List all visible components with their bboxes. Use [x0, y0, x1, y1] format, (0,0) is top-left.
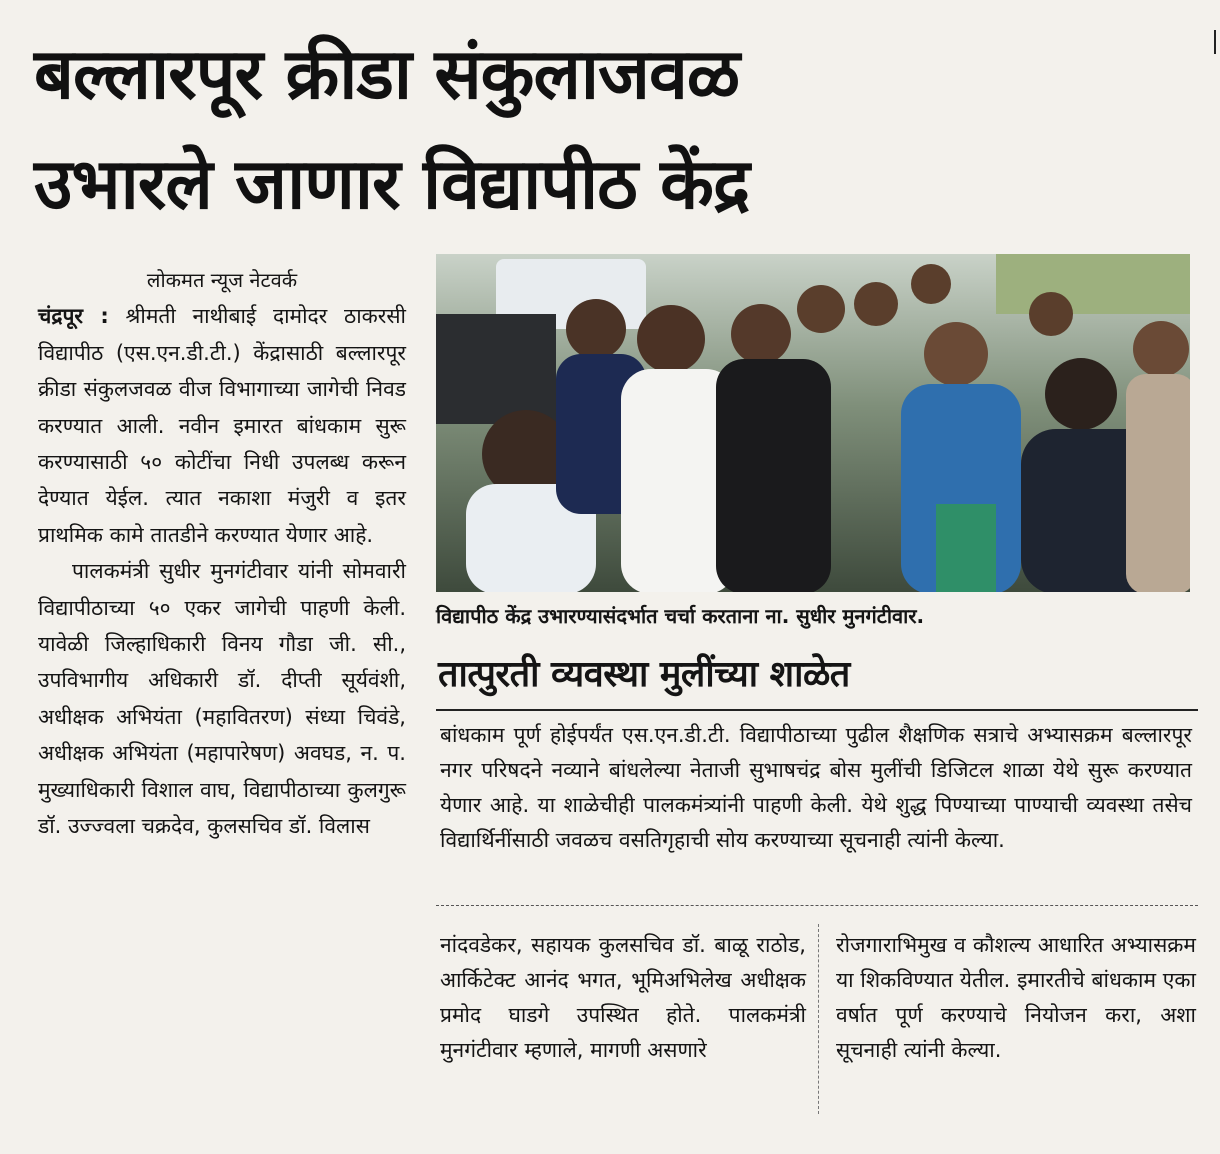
second-paragraph: पालकमंत्री सुधीर मुनगंटीवार यांनी सोमवारी विद्यापीठाच्या ५० एकर जागेची पाहणी केली. यावेळी जिल्हाधिकारी विनय गौडा जी. सी., उपविभागीय अधिकारी डॉ. दीप्ती सूर्यवंशी, अधीक्षक अभियंता (महावितरण) संध्या चिवंडे, अधीक्षक अभियंता (महापारेषण) अवघड, न. प. मुख्याधिकारी विशाल वाघ, विद्यापीठाच्या कुलगुरू डॉ. उज्ज्वला चक्रदेव, कुलसचिव डॉ. विलास — [38, 559, 406, 839]
left-column — [38, 262, 406, 845]
news-photo — [436, 254, 1190, 592]
lead-paragraph — [38, 298, 406, 553]
headline-line-1: बल्लारपूर क्रीडा संकुलाजवळ — [34, 33, 740, 115]
box-subheading: तात्पुरती व्यवस्था मुलींच्या शाळेत — [438, 654, 850, 695]
right-column — [836, 928, 1196, 1068]
dateline: चंद्रपूर : — [38, 304, 109, 329]
edge-crop-mark — [1210, 30, 1220, 120]
box-body — [440, 718, 1192, 858]
box-top-rule — [436, 709, 1198, 711]
column-separator — [818, 924, 819, 1114]
box-bottom-rule — [436, 905, 1198, 906]
right-column-text: रोजगाराभिमुख व कौशल्य आधारित अभ्यासक्रम या शिकविण्यात येतील. इमारतीचे बांधकाम एका वर्षात पूर्ण करण्याचे नियोजन करा, अशा सूचनाही त्यांनी केल्या. — [836, 933, 1196, 1062]
lead-paragraph-text: श्रीमती नाथीबाई दामोदर ठाकरसी विद्यापीठ (एस.एन.डी.टी.) केंद्रासाठी बल्लारपूर क्रीडा संकुलजवळ वीज विभागाच्या जागेची निवड करण्यात आली. नवीन इमारत बांधकाम सुरू करण्यासाठी ५० कोटींचा निधी उपलब्ध करून देण्यात येईल. त्यात नकाशा मंजुरी व इतर प्राथमिक कामे तातडीने करण्यात येणार आहे. — [38, 304, 406, 547]
headline-line-2: उभारले जाणार विद्यापीठ केंद्र — [34, 143, 750, 225]
byline: लोकमत न्यूज नेटवर्क — [146, 268, 298, 292]
photo-caption: विद्यापीठ केंद्र उभारण्यासंदर्भात चर्चा करताना ना. सुधीर मुनगंटीवार. — [436, 604, 925, 628]
middle-column-text: नांदवडेकर, सहायक कुलसचिव डॉ. बाळू राठोड, आर्किटेक्ट आनंद भगत, भूमिअभिलेख अधीक्षक प्रमोद घाडगे उपस्थित होते. पालकमंत्री मुनगंटीवार म्हणाले, मागणी असणारे — [440, 933, 806, 1062]
box-paragraph: बांधकाम पूर्ण होईपर्यंत एस.एन.डी.टी. विद्यापीठाच्या पुढील शैक्षणिक सत्राचे अभ्यासक्रम बल्लारपूर नगर परिषदने नव्याने बांधलेल्या नेताजी सुभाषचंद्र बोस मुलींची डिजिटल शाळा येथे सुरू करण्यात येणार आहे. या शाळेचीही पालकमंत्र्यांनी पाहणी केली. येथे शुद्ध पिण्याच्या पाण्याची व्यवस्था तसेच विद्यार्थिनींसाठी जवळच वसतिगृहाची सोय करण्याच्या सूचनाही त्यांनी केल्या. — [440, 723, 1192, 852]
middle-column — [440, 928, 806, 1068]
